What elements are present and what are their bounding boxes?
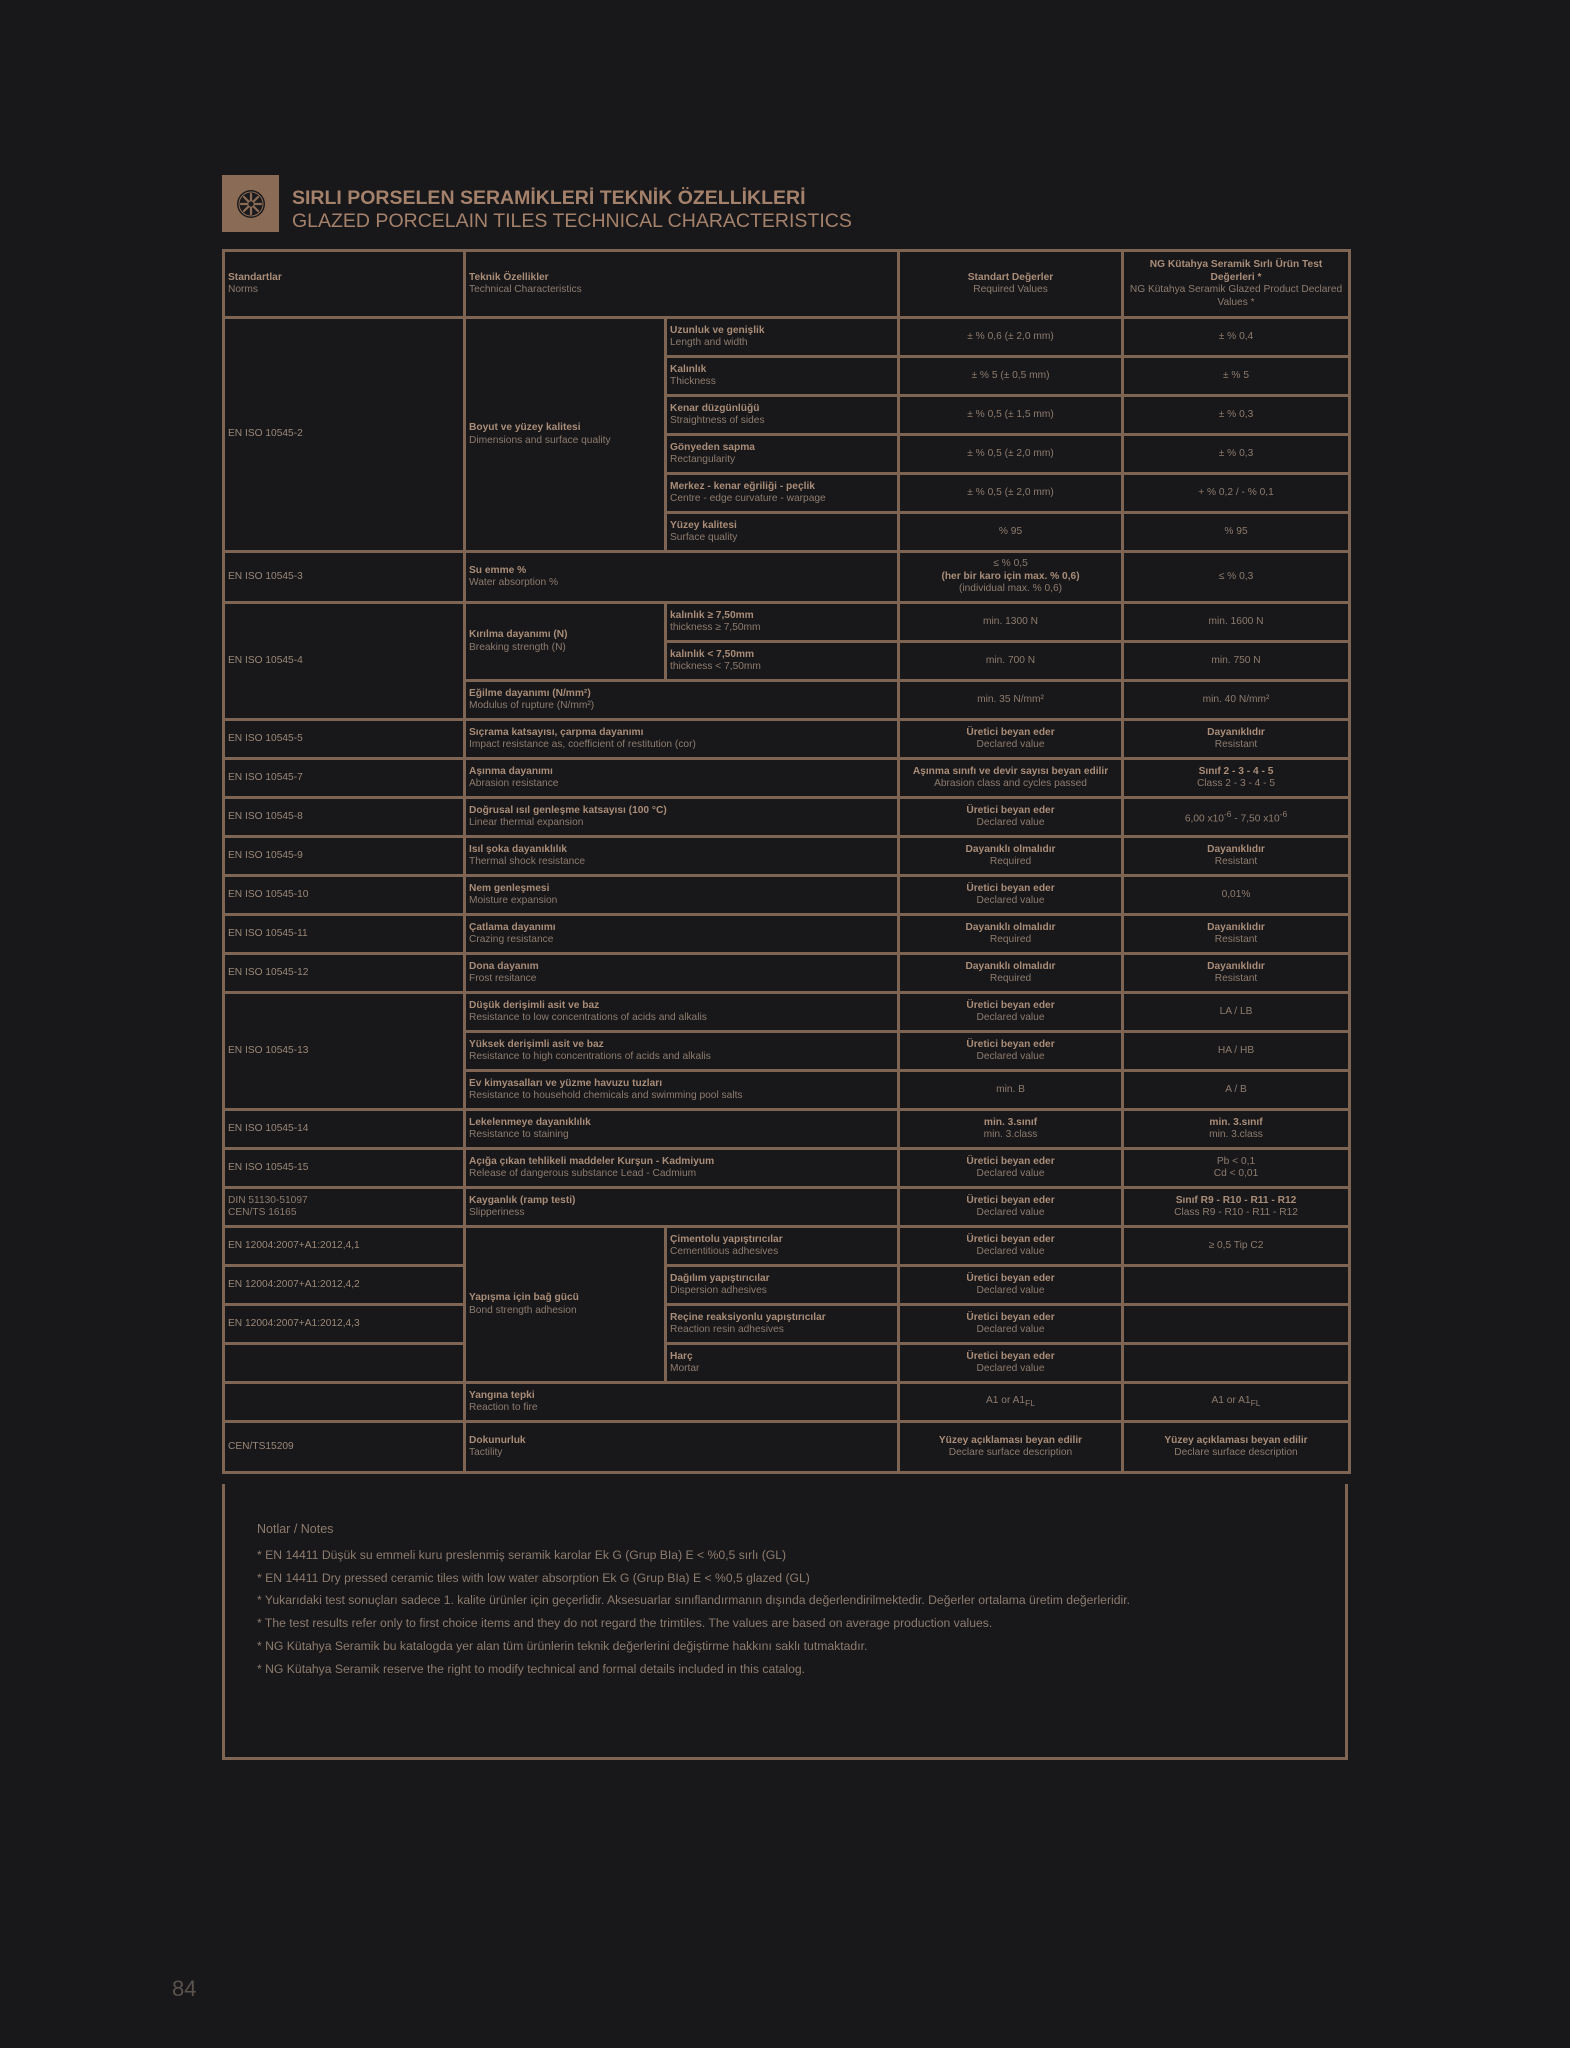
required-value: Üretici beyan eder Declared value	[899, 1149, 1123, 1188]
required-value: Üretici beyan eder Declared value	[899, 993, 1123, 1032]
required-value: min. 700 N	[899, 642, 1123, 681]
property-group-cell: Yapışma için bağ gücü Bond strength adhesion	[465, 1227, 666, 1383]
norm-cell: EN ISO 10545-4	[224, 603, 465, 720]
norm-cell: EN ISO 10545-7	[224, 759, 465, 798]
declared-value: ± % 0,3	[1123, 396, 1350, 435]
property-cell: Ev kimyasalları ve yüzme havuzu tuzları Resistance to household chemicals and swimming pool salts	[465, 1071, 899, 1110]
property-cell: Aşınma dayanımı Abrasion resistance	[465, 759, 899, 798]
declared-value: 6,00 $x10^{-6} - 7,50$ $x10^{-6}$	[1123, 798, 1350, 837]
property-cell: Kalınlık Thickness	[666, 357, 899, 396]
property-cell: Merkez - kenar eğriliği - peçlik Centre - edge curvature - warpage	[666, 474, 899, 513]
required-value: Üretici beyan eder Declared value	[899, 1188, 1123, 1227]
header-norms: Standartlar Norms	[224, 251, 465, 318]
norm-cell: EN ISO 10545-2	[224, 318, 465, 552]
property-cell: kalınlık ≥ 7,50mm thickness ≥ 7,50mm	[666, 603, 899, 642]
declared-value: min. 750 N	[1123, 642, 1350, 681]
note-item: * EN 14411 Düşük su emmeli kuru preslenmiş seramik karolar Ek G (Grup BIa) E < %0,5 sırlı (GL)	[257, 1548, 787, 1562]
required-value: ± % 0,5 (± 2,0 mm)	[899, 474, 1123, 513]
required-value: Üretici beyan eder Declared value	[899, 720, 1123, 759]
technical-characteristics-table	[222, 249, 1351, 1474]
table-row	[224, 1266, 1350, 1305]
declared-value: Dayanıklıdır Resistant	[1123, 720, 1350, 759]
required-value: min. 1300 N	[899, 603, 1123, 642]
norm-cell: EN 12004:2007+A1:2012,4,3	[224, 1305, 465, 1344]
property-cell: Yüzey kalitesi Surface quality	[666, 513, 899, 552]
header-declared: NG Kütahya Seramik Sırlı Ürün Test Değerleri * NG Kütahya Seramik Glazed Product Declared Values *	[1123, 251, 1350, 318]
table-row	[224, 837, 1350, 876]
declared-value: Sınıf R9 - R10 - R11 - R12 Class R9 - R10 - R11 - R12	[1123, 1188, 1350, 1227]
note-item: * Yukarıdaki test sonuçları sadece 1. kalite ürünler için geçerlidir. Aksesuarlar sınıflandırmanın dışında değerlendirilmektedir. Değerler ortalama üretim değerleridir.	[257, 1593, 1130, 1608]
header-required: Standart Değerler Required Values	[899, 251, 1123, 318]
norm-cell: EN 12004:2007+A1:2012,4,2	[224, 1266, 465, 1305]
declared-value	[1123, 1344, 1350, 1383]
declared-value: Dayanıklıdır Resistant	[1123, 954, 1350, 993]
required-value: min. 3.sınıf min. 3.class	[899, 1110, 1123, 1149]
property-cell: Isıl şoka dayanıklılık Thermal shock resistance	[465, 837, 899, 876]
property-cell: Dona dayanım Frost resitance	[465, 954, 899, 993]
property-cell: Kenar düzgünlüğü Straightness of sides	[666, 396, 899, 435]
required-value: Üretici beyan eder Declared value	[899, 1032, 1123, 1071]
table-row	[224, 318, 1350, 357]
table-row	[224, 1149, 1350, 1188]
norm-cell	[224, 1344, 465, 1383]
norm-cell: EN ISO 10545-8	[224, 798, 465, 837]
required-value: A1 or $A1_{FL}$	[899, 1383, 1123, 1422]
norm-cell: EN ISO 10545-14	[224, 1110, 465, 1149]
property-cell: Düşük derişimli asit ve baz Resistance to low concentrations of acids and alkalis	[465, 993, 899, 1032]
table-row	[224, 1110, 1350, 1149]
property-cell: Açığa çıkan tehlikeli maddeler Kurşun - Kadmiyum Release of dangerous substance Lead - Cadmium	[465, 1149, 899, 1188]
declared-value	[1123, 1305, 1350, 1344]
property-cell: Yüksek derişimli asit ve baz Resistance to high concentrations of acids and alkalis	[465, 1032, 899, 1071]
property-cell: Uzunluk ve genişlik Length and width	[666, 318, 899, 357]
header-technical: Teknik Özellikler Technical Characteristics	[465, 251, 899, 318]
property-cell: kalınlık < 7,50mm thickness < 7,50mm	[666, 642, 899, 681]
declared-value: 0,01%	[1123, 876, 1350, 915]
property-cell: Sıçrama katsayısı, çarpma dayanımı Impact resistance as, coefficient of restitution (cor)	[465, 720, 899, 759]
note-item: * NG Kütahya Seramik reserve the right to modify technical and formal details included in this catalog.	[257, 1661, 806, 1676]
required-value: ≤ % 0,5 (her bir karo için max. % 0,6) (individual max. % 0,6)	[899, 552, 1123, 603]
property-cell: Dağılım yapıştırıcılar Dispersion adhesives	[666, 1266, 899, 1305]
declared-value: Sınıf 2 - 3 - 4 - 5 Class 2 - 3 - 4 - 5	[1123, 759, 1350, 798]
declared-value: ± % 5	[1123, 357, 1350, 396]
norm-cell: EN ISO 10545-5	[224, 720, 465, 759]
property-cell: Reçine reaksiyonlu yapıştırıcılar Reaction resin adhesives	[666, 1305, 899, 1344]
declared-value: Dayanıklıdır Resistant	[1123, 837, 1350, 876]
declared-value: A1 or $A1_{FL}$	[1123, 1383, 1350, 1422]
required-value: Yüzey açıklaması beyan edilir Declare surface description	[899, 1422, 1123, 1473]
declared-value: Dayanıklıdır Resistant	[1123, 915, 1350, 954]
table-row	[224, 1305, 1350, 1344]
table-header-row	[224, 251, 1350, 318]
declared-value: ≥ 0,5 Tip C2	[1123, 1227, 1350, 1266]
required-value: Üretici beyan eder Declared value	[899, 1227, 1123, 1266]
notes-section	[222, 1484, 1348, 1760]
table-row	[224, 1422, 1350, 1473]
table-row	[224, 1383, 1350, 1422]
page-number: 84	[172, 1976, 197, 2001]
property-cell: Eğilme dayanımı (N/mm²) Modulus of rupture (N/mm²)	[465, 681, 899, 720]
table-row	[224, 552, 1350, 603]
required-value: ± % 0,6 (± 2,0 mm)	[899, 318, 1123, 357]
property-cell: Lekelenmeye dayanıklılık Resistance to staining	[465, 1110, 899, 1149]
property-cell: Yangına tepki Reaction to fire	[465, 1383, 899, 1422]
norm-cell: CEN/TS15209	[224, 1422, 465, 1473]
property-cell: Doğrusal ısıl genleşme katsayısı (100 °C) Linear thermal expansion	[465, 798, 899, 837]
norm-cell: EN 12004:2007+A1:2012,4,1	[224, 1227, 465, 1266]
declared-value: A / B	[1123, 1071, 1350, 1110]
table-row	[224, 603, 1350, 642]
declared-value: ± % 0,3	[1123, 435, 1350, 474]
table-row	[224, 759, 1350, 798]
property-group-cell: Boyut ve yüzey kalitesi Dimensions and surface quality	[465, 318, 666, 552]
property-cell: Gönyeden sapma Rectangularity	[666, 435, 899, 474]
required-value: Aşınma sınıfı ve devir sayısı beyan edilir Abrasion class and cycles passed	[899, 759, 1123, 798]
table-row	[224, 876, 1350, 915]
note-item: * NG Kütahya Seramik bu katalogda yer alan tüm ürünlerin teknik değerlerini değiştirme hakkını saklı tutmaktadır.	[257, 1638, 868, 1653]
norm-cell: EN ISO 10545-12	[224, 954, 465, 993]
declared-value: LA / LB	[1123, 993, 1350, 1032]
norm-cell: EN ISO 10545-9	[224, 837, 465, 876]
required-value: Üretici beyan eder Declared value	[899, 1266, 1123, 1305]
required-value: Dayanıklı olmalıdır Required	[899, 954, 1123, 993]
property-cell: Nem genleşmesi Moisture expansion	[465, 876, 899, 915]
table-row	[224, 915, 1350, 954]
declared-value: HA / HB	[1123, 1032, 1350, 1071]
declared-value: % 95	[1123, 513, 1350, 552]
norm-cell	[224, 1383, 465, 1422]
declared-value: min. 1600 N	[1123, 603, 1350, 642]
property-cell: Kayganlık (ramp testi) Slipperiness	[465, 1188, 899, 1227]
note-item: * EN 14411 Dry pressed ceramic tiles with low water absorption Ek G (Grup BIa) E < %0,5 glazed (GL)	[257, 1570, 810, 1585]
required-value: Üretici beyan eder Declared value	[899, 1305, 1123, 1344]
declared-value	[1123, 1266, 1350, 1305]
required-value: ± % 5 (± 0,5 mm)	[899, 357, 1123, 396]
declared-value: min. 3.sınıf min. 3.class	[1123, 1110, 1350, 1149]
norm-cell: EN ISO 10545-13	[224, 993, 465, 1110]
page-subtitle: GLAZED PORCELAIN TILES TECHNICAL CHARACTERISTICS	[292, 210, 852, 232]
declared-value: Pb < 0,1 Cd < 0,01	[1123, 1149, 1350, 1188]
declared-value: ≤ % 0,3	[1123, 552, 1350, 603]
declared-value: Yüzey açıklaması beyan edilir Declare surface description	[1123, 1422, 1350, 1473]
page-title: SIRLI PORSELEN SERAMİKLERİ TEKNİK ÖZELLİKLERİ	[292, 187, 806, 209]
declared-value: + % 0,2 / - % 0,1	[1123, 474, 1350, 513]
property-cell: Çatlama dayanımı Crazing resistance	[465, 915, 899, 954]
norm-cell: EN ISO 10545-15	[224, 1149, 465, 1188]
table-row	[224, 993, 1350, 1032]
table-row	[224, 798, 1350, 837]
table-row	[224, 1227, 1350, 1266]
norm-cell: DIN 51130-51097 CEN/TS 16165	[224, 1188, 465, 1227]
notes-title: Notlar / Notes	[257, 1522, 334, 1536]
norm-cell: EN ISO 10545-10	[224, 876, 465, 915]
required-value: min. B	[899, 1071, 1123, 1110]
table-row	[224, 954, 1350, 993]
property-cell: Dokunurluk Tactility	[465, 1422, 899, 1473]
required-value: % 95	[899, 513, 1123, 552]
notes-list	[257, 1544, 1130, 1680]
property-group-cell: Kırılma dayanımı (N) Breaking strength (N)	[465, 603, 666, 681]
brand-logo	[222, 175, 279, 232]
norm-cell: EN ISO 10545-11	[224, 915, 465, 954]
norm-cell: EN ISO 10545-3	[224, 552, 465, 603]
required-value: Üretici beyan eder Declared value	[899, 876, 1123, 915]
property-cell: Harç Mortar	[666, 1344, 899, 1383]
required-value: ± % 0,5 (± 1,5 mm)	[899, 396, 1123, 435]
table-row	[224, 720, 1350, 759]
required-value: min. 35 N/mm²	[899, 681, 1123, 720]
table-row	[224, 1188, 1350, 1227]
required-value: Üretici beyan eder Declared value	[899, 798, 1123, 837]
table-row	[224, 1344, 1350, 1383]
declared-value: ± % 0,4	[1123, 318, 1350, 357]
required-value: ± % 0,5 (± 2,0 mm)	[899, 435, 1123, 474]
declared-value: min. 40 N/mm²	[1123, 681, 1350, 720]
required-value: Dayanıklı olmalıdır Required	[899, 837, 1123, 876]
required-value: Dayanıklı olmalıdır Required	[899, 915, 1123, 954]
property-cell: Su emme % Water absorption %	[465, 552, 899, 603]
note-item: * The test results refer only to first choice items and they do not regard the trimtiles. The values are based on average production values.	[257, 1616, 993, 1631]
required-value: Üretici beyan eder Declared value	[899, 1344, 1123, 1383]
ornament-icon	[234, 187, 268, 221]
property-cell: Çimentolu yapıştırıcılar Cementitious adhesives	[666, 1227, 899, 1266]
